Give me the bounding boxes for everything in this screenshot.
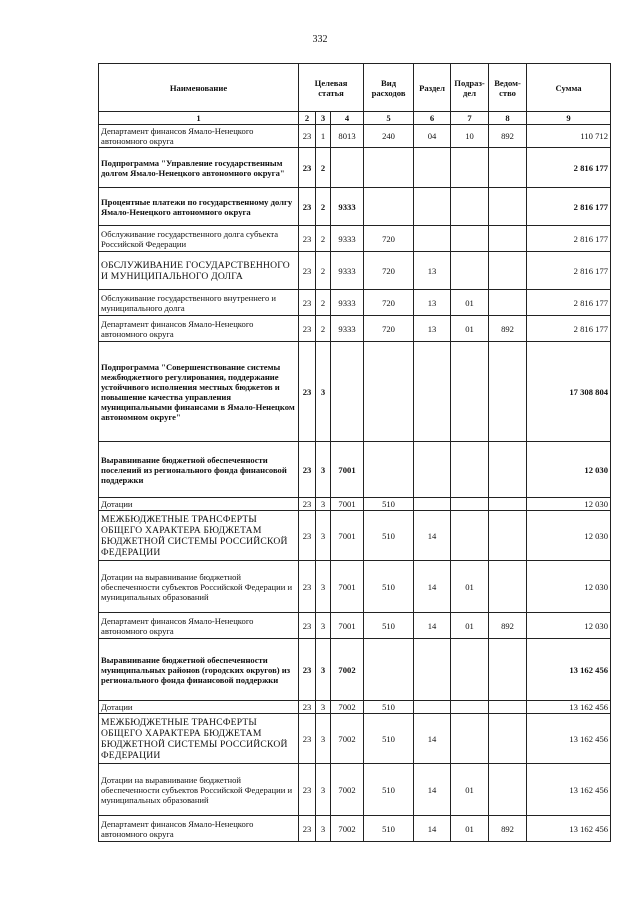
section-cell: 14 <box>414 561 451 613</box>
department-cell <box>489 498 527 511</box>
target-article-part3: 7002 <box>331 639 364 701</box>
sum-cell: 13 162 456 <box>527 714 611 764</box>
budget-table <box>98 63 611 842</box>
target-article-part3: 7002 <box>331 764 364 816</box>
department-cell <box>489 226 527 252</box>
subsection-cell: 01 <box>451 290 489 316</box>
target-article-part3: 9333 <box>331 252 364 290</box>
department-cell <box>489 290 527 316</box>
expense-type-cell: 510 <box>364 511 414 561</box>
table-row <box>99 342 611 442</box>
section-cell: 13 <box>414 252 451 290</box>
target-article-part1: 23 <box>299 613 316 639</box>
target-article-part1: 23 <box>299 442 316 498</box>
department-cell <box>489 701 527 714</box>
table-row <box>99 188 611 226</box>
subsection-cell <box>451 639 489 701</box>
row-name: Департамент финансов Ямало-Ненецкого автономного округа <box>99 613 299 639</box>
expense-type-cell: 510 <box>364 561 414 613</box>
target-article-part3: 8013 <box>331 125 364 148</box>
column-number: 1 <box>99 112 299 125</box>
subsection-cell <box>451 701 489 714</box>
sum-cell: 13 162 456 <box>527 639 611 701</box>
expense-type-cell: 510 <box>364 714 414 764</box>
target-article-part2: 3 <box>316 342 331 442</box>
target-article-part3: 7002 <box>331 816 364 842</box>
target-article-part1: 23 <box>299 714 316 764</box>
expense-type-cell: 720 <box>364 226 414 252</box>
department-cell <box>489 714 527 764</box>
row-name: Дотации на выравнивание бюджетной обеспеченности субъектов Российской Федерации и муниципальных образований <box>99 561 299 613</box>
subsection-cell <box>451 342 489 442</box>
column-number: 7 <box>451 112 489 125</box>
target-article-part2: 2 <box>316 226 331 252</box>
header-subsection: Подраз-дел <box>451 64 489 112</box>
target-article-part1: 23 <box>299 290 316 316</box>
target-article-part3: 7001 <box>331 442 364 498</box>
target-article-part3: 9333 <box>331 188 364 226</box>
target-article-part2: 3 <box>316 561 331 613</box>
table-row <box>99 714 611 764</box>
target-article-part2: 2 <box>316 252 331 290</box>
section-cell: 13 <box>414 316 451 342</box>
table-row <box>99 442 611 498</box>
target-article-part1: 23 <box>299 816 316 842</box>
row-name: Дотации <box>99 701 299 714</box>
subsection-cell: 01 <box>451 816 489 842</box>
subsection-cell: 01 <box>451 764 489 816</box>
row-name: Подпрограмма "Управление государственным долгом Ямало-Ненецкого автономного округа" <box>99 148 299 188</box>
expense-type-cell <box>364 148 414 188</box>
row-name: Дотации <box>99 498 299 511</box>
table-row <box>99 561 611 613</box>
column-number-row <box>99 112 611 125</box>
department-cell <box>489 342 527 442</box>
row-name: Департамент финансов Ямало-Ненецкого автономного округа <box>99 816 299 842</box>
target-article-part2: 2 <box>316 290 331 316</box>
section-cell <box>414 148 451 188</box>
row-name: Выравнивание бюджетной обеспеченности муниципальных районов (городских округов) из регионального фонда финансовой поддержки <box>99 639 299 701</box>
expense-type-cell <box>364 639 414 701</box>
section-cell <box>414 226 451 252</box>
column-number: 9 <box>527 112 611 125</box>
row-name: МЕЖБЮДЖЕТНЫЕ ТРАНСФЕРТЫ ОБЩЕГО ХАРАКТЕРА БЮДЖЕТАМ БЮДЖЕТНОЙ СИСТЕМЫ РОССИЙСКОЙ ФЕДЕРАЦИИ <box>99 714 299 764</box>
target-article-part2: 3 <box>316 442 331 498</box>
header-name: Наименование <box>99 64 299 112</box>
sum-cell: 2 816 177 <box>527 226 611 252</box>
target-article-part1: 23 <box>299 252 316 290</box>
subsection-cell <box>451 188 489 226</box>
target-article-part1: 23 <box>299 148 316 188</box>
section-cell: 04 <box>414 125 451 148</box>
department-cell <box>489 188 527 226</box>
row-name: МЕЖБЮДЖЕТНЫЕ ТРАНСФЕРТЫ ОБЩЕГО ХАРАКТЕРА БЮДЖЕТАМ БЮДЖЕТНОЙ СИСТЕМЫ РОССИЙСКОЙ ФЕДЕРАЦИИ <box>99 511 299 561</box>
target-article-part2: 2 <box>316 188 331 226</box>
expense-type-cell: 510 <box>364 816 414 842</box>
table-row <box>99 148 611 188</box>
row-name: Департамент финансов Ямало-Ненецкого автономного округа <box>99 125 299 148</box>
target-article-part1: 23 <box>299 511 316 561</box>
section-cell: 14 <box>414 613 451 639</box>
section-cell: 13 <box>414 290 451 316</box>
table-row <box>99 252 611 290</box>
sum-cell: 2 816 177 <box>527 188 611 226</box>
target-article-part3: 7001 <box>331 613 364 639</box>
section-cell <box>414 442 451 498</box>
table-row <box>99 701 611 714</box>
target-article-part2: 3 <box>316 639 331 701</box>
sum-cell: 2 816 177 <box>527 290 611 316</box>
column-number: 2 <box>299 112 316 125</box>
row-name: Процентные платежи по государственному долгу Ямало-Ненецкого автономного округа <box>99 188 299 226</box>
target-article-part3: 7001 <box>331 561 364 613</box>
section-cell <box>414 701 451 714</box>
row-name: Обслуживание государственного долга субъекта Российской Федерации <box>99 226 299 252</box>
section-cell: 14 <box>414 511 451 561</box>
target-article-part3 <box>331 342 364 442</box>
department-cell <box>489 148 527 188</box>
section-cell: 14 <box>414 816 451 842</box>
header-department: Ведом-ство <box>489 64 527 112</box>
row-name: ОБСЛУЖИВАНИЕ ГОСУДАРСТВЕННОГО И МУНИЦИПАЛЬНОГО ДОЛГА <box>99 252 299 290</box>
subsection-cell <box>451 148 489 188</box>
table-row <box>99 290 611 316</box>
department-cell <box>489 511 527 561</box>
header-sum: Сумма <box>527 64 611 112</box>
column-number: 3 <box>316 112 331 125</box>
subsection-cell <box>451 442 489 498</box>
expense-type-cell: 510 <box>364 764 414 816</box>
row-name: Выравнивание бюджетной обеспеченности поселений из регионального фонда финансовой поддержки <box>99 442 299 498</box>
expense-type-cell: 510 <box>364 701 414 714</box>
column-number: 5 <box>364 112 414 125</box>
table-row <box>99 639 611 701</box>
department-cell <box>489 639 527 701</box>
expense-type-cell: 720 <box>364 316 414 342</box>
sum-cell: 12 030 <box>527 561 611 613</box>
section-cell <box>414 639 451 701</box>
header-section: Раздел <box>414 64 451 112</box>
target-article-part3: 7002 <box>331 714 364 764</box>
target-article-part1: 23 <box>299 498 316 511</box>
target-article-part3: 9333 <box>331 226 364 252</box>
target-article-part3: 9333 <box>331 290 364 316</box>
target-article-part3: 7002 <box>331 701 364 714</box>
sum-cell: 12 030 <box>527 498 611 511</box>
header-expense-type: Вид расходов <box>364 64 414 112</box>
department-cell: 892 <box>489 816 527 842</box>
target-article-part1: 23 <box>299 764 316 816</box>
subsection-cell <box>451 252 489 290</box>
target-article-part1: 23 <box>299 226 316 252</box>
subsection-cell <box>451 511 489 561</box>
subsection-cell: 01 <box>451 561 489 613</box>
table-row <box>99 498 611 511</box>
target-article-part2: 3 <box>316 511 331 561</box>
row-name: Обслуживание государственного внутреннего и муниципального долга <box>99 290 299 316</box>
section-cell <box>414 498 451 511</box>
target-article-part2: 3 <box>316 714 331 764</box>
expense-type-cell: 510 <box>364 613 414 639</box>
target-article-part2: 3 <box>316 498 331 511</box>
target-article-part2: 3 <box>316 613 331 639</box>
department-cell: 892 <box>489 316 527 342</box>
expense-type-cell <box>364 442 414 498</box>
sum-cell: 12 030 <box>527 613 611 639</box>
target-article-part2: 3 <box>316 701 331 714</box>
sum-cell: 13 162 456 <box>527 816 611 842</box>
department-cell <box>489 561 527 613</box>
section-cell <box>414 342 451 442</box>
target-article-part1: 23 <box>299 701 316 714</box>
department-cell: 892 <box>489 613 527 639</box>
sum-cell: 2 816 177 <box>527 252 611 290</box>
sum-cell: 17 308 804 <box>527 342 611 442</box>
table-row <box>99 316 611 342</box>
table-row <box>99 816 611 842</box>
target-article-part2: 1 <box>316 125 331 148</box>
subsection-cell: 01 <box>451 316 489 342</box>
expense-type-cell: 720 <box>364 290 414 316</box>
department-cell: 892 <box>489 125 527 148</box>
target-article-part2: 2 <box>316 148 331 188</box>
subsection-cell <box>451 226 489 252</box>
header-target-article: Целевая статья <box>299 64 364 112</box>
subsection-cell <box>451 714 489 764</box>
department-cell <box>489 252 527 290</box>
subsection-cell: 10 <box>451 125 489 148</box>
table-header-row <box>99 64 611 112</box>
expense-type-cell: 720 <box>364 252 414 290</box>
table-row <box>99 226 611 252</box>
section-cell: 14 <box>414 764 451 816</box>
sum-cell: 13 162 456 <box>527 701 611 714</box>
target-article-part1: 23 <box>299 561 316 613</box>
row-name: Подпрограмма "Совершенствование системы межбюджетного регулирования, поддержание устойчивого исполнения местных бюджетов и повышение качества управления муниципальными финансами в Ямало-Ненецком автономном округе" <box>99 342 299 442</box>
expense-type-cell: 510 <box>364 498 414 511</box>
column-number: 4 <box>331 112 364 125</box>
target-article-part1: 23 <box>299 639 316 701</box>
department-cell <box>489 764 527 816</box>
target-article-part2: 3 <box>316 764 331 816</box>
table-row <box>99 511 611 561</box>
target-article-part1: 23 <box>299 188 316 226</box>
sum-cell: 13 162 456 <box>527 764 611 816</box>
sum-cell: 2 816 177 <box>527 316 611 342</box>
row-name: Дотации на выравнивание бюджетной обеспеченности субъектов Российской Федерации и муниципальных образований <box>99 764 299 816</box>
section-cell <box>414 188 451 226</box>
sum-cell: 2 816 177 <box>527 148 611 188</box>
table-row <box>99 125 611 148</box>
target-article-part2: 3 <box>316 816 331 842</box>
column-number: 8 <box>489 112 527 125</box>
table-row <box>99 613 611 639</box>
target-article-part2: 2 <box>316 316 331 342</box>
sum-cell: 12 030 <box>527 511 611 561</box>
section-cell: 14 <box>414 714 451 764</box>
table-row <box>99 764 611 816</box>
column-number: 6 <box>414 112 451 125</box>
subsection-cell: 01 <box>451 613 489 639</box>
sum-cell: 12 030 <box>527 442 611 498</box>
target-article-part1: 23 <box>299 125 316 148</box>
table-body <box>99 125 611 842</box>
expense-type-cell: 240 <box>364 125 414 148</box>
target-article-part1: 23 <box>299 342 316 442</box>
expense-type-cell <box>364 342 414 442</box>
target-article-part3: 7001 <box>331 511 364 561</box>
target-article-part3: 9333 <box>331 316 364 342</box>
sum-cell: 110 712 <box>527 125 611 148</box>
target-article-part1: 23 <box>299 316 316 342</box>
page-number: 332 <box>312 34 328 45</box>
target-article-part3 <box>331 148 364 188</box>
subsection-cell <box>451 498 489 511</box>
row-name: Департамент финансов Ямало-Ненецкого автономного округа <box>99 316 299 342</box>
department-cell <box>489 442 527 498</box>
target-article-part3: 7001 <box>331 498 364 511</box>
expense-type-cell <box>364 188 414 226</box>
